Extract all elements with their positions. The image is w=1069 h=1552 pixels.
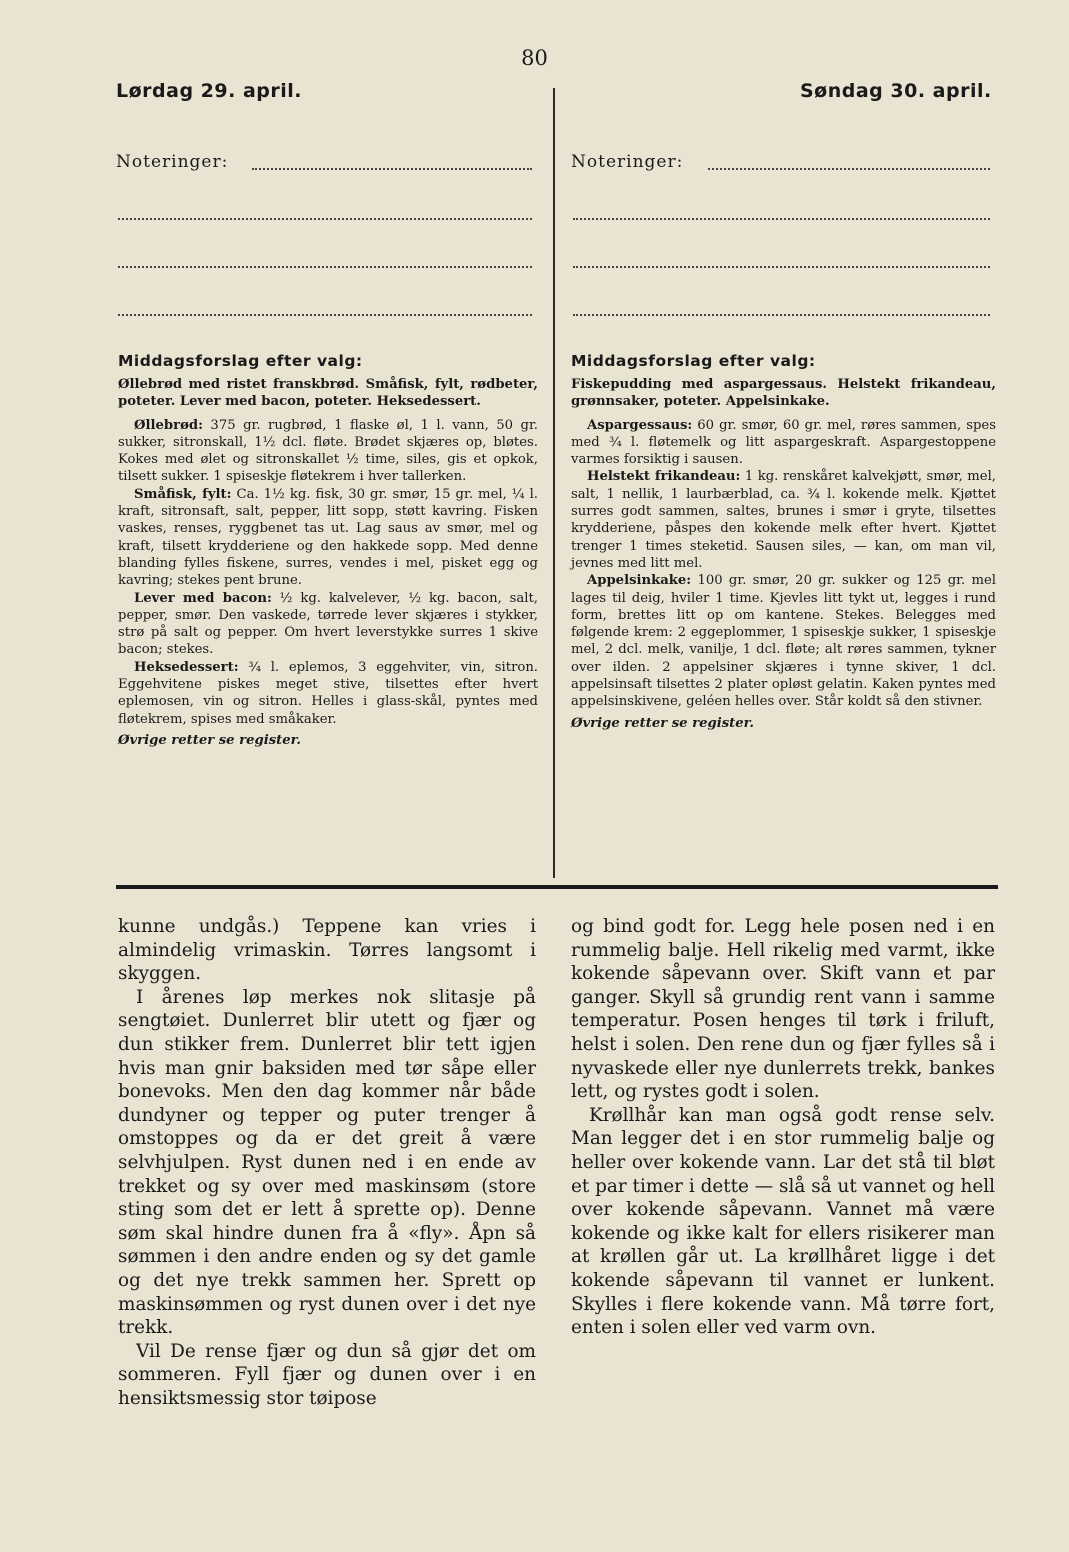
notes-line-right-4 bbox=[573, 314, 990, 316]
recipe-paragraph bbox=[118, 417, 538, 486]
recipe-text: 100 gr. smør, 20 gr. sukker og 125 gr. mel lages til deig, hviler 1 time. Kjevles litt tykt ut, legges i rund form, brettes litt op om kantene. Stekes. Belegges med følgende krem: 2 eggeplommer, 1 spiseskje sukker, 1 spiseskje mel, 2 dcl. melk, vanilje, 1 dcl. fløte; alt røres sammen, tykner over ilden. 2 appelsiner skjæres i tynne skiver, 1 dcl. appelsinsaft tilsettes 2 plater opløst gelatin. Kaken pyntes med appelsinskivene, geléen helles over. Står koldt så den stivner. bbox=[571, 573, 996, 710]
recipes-left bbox=[118, 376, 538, 749]
notes-line-left-1 bbox=[252, 168, 532, 170]
menu-intro-left: Øllebrød med ristet franskbrød. Småfisk, fylt, rødbeter, poteter. Lever med bacon, poteter. Heksedessert. bbox=[118, 377, 538, 410]
recipes-right bbox=[571, 376, 996, 732]
dinner-title-left: Middagsforslag efter valg: bbox=[118, 352, 363, 370]
body-column-left bbox=[118, 915, 536, 1410]
day-heading-sunday: Søndag 30. april. bbox=[800, 80, 992, 102]
recipe-paragraph bbox=[118, 590, 538, 659]
recipe-label: Lever med bacon: bbox=[134, 590, 272, 606]
notes-line-right-3 bbox=[573, 266, 990, 268]
page-number: 80 bbox=[521, 46, 548, 70]
recipe-paragraph bbox=[118, 486, 538, 590]
recipe-text: 60 gr. smør, 60 gr. mel, røres sammen, spes med ¾ l. fløtemelk og litt aspargeskraft. Aspargestoppene varmes forsiktig i sausen. bbox=[571, 417, 996, 468]
recipe-paragraph bbox=[571, 468, 996, 572]
more-recipes-note-left: Øvrige retter se register. bbox=[118, 732, 301, 748]
notes-label-right: Noteringer: bbox=[571, 152, 684, 172]
notes-label-left: Noteringer: bbox=[116, 152, 229, 172]
recipe-text: ¾ l. eplemos, 3 eggehviter, vin, sitron. Eggehvitene piskes meget stive, tilsettes efter hvert eplemosen, vin og sitron. Helles i glass-skål, pyntes med fløtekrem, spises med småkaker. bbox=[118, 659, 538, 727]
body-paragraph: Krøllhår kan man også godt rense selv. Man legger det i en stor rummelig balje og heller over kokende vann. Lar det stå til bløt et par timer i dette — slå så ut vannet og hell over kokende såpevann. Vannet må være kokende og ikke kalt for ellers risikerer man at krøllen går ut. La krøllhåret ligge i det kokende såpevann til vannet er lunkent. Skylles i flere kokende vann. Må tørre fort, enten i solen eller ved varm ovn. bbox=[571, 1104, 995, 1339]
dinner-title-right: Middagsforslag efter valg: bbox=[571, 352, 816, 370]
more-recipes-note-right: Øvrige retter se register. bbox=[571, 715, 754, 731]
day-heading-saturday: Lørdag 29. april. bbox=[116, 80, 302, 102]
column-divider bbox=[553, 88, 555, 878]
notes-line-left-2 bbox=[118, 218, 532, 220]
body-paragraph: I årenes løp merkes nok slitasje på sengtøiet. Dunlerret blir utett og fjær og dun stikker frem. Dunlerret blir tett igjen hvis man gnir baksiden med tør såpe eller bonevoks. Men den dag kommer når både dundyner og tepper og puter trenger å omstoppes og da er det greit å være selvhjulpen. Ryst dunen ned i en ende av trekket og sy over med maskinsøm (store sting som det er lett å sprette op). Denne søm skal hindre dunen fra å «fly». Åpn så sømmen i den andre enden og sy det gamle og det nye trekk sammen her. Sprett op maskinsømmen og ryst dunen over i det nye trekk. bbox=[118, 986, 536, 1339]
body-paragraph: Vil De rense fjær og dun så gjør det om sommeren. Fyll fjær og dunen over i en hensiktsmessig stor tøipose bbox=[118, 1340, 536, 1409]
section-divider bbox=[116, 885, 998, 889]
recipe-text: 375 gr. rugbrød, 1 flaske øl, 1 l. vann, 50 gr. sukker, sitronskall, 1½ dcl. fløte. Brødet skjæres op, bløtes. Kokes med ølet og sitronskallet ½ time, siles, gis et opkok, tilsett sukker. 1 spiseskje fløtekrem i hver tallerken. bbox=[118, 417, 538, 485]
recipe-label: Heksedessert: bbox=[134, 659, 239, 675]
body-paragraph: og bind godt for. Legg hele posen ned i en rummelig balje. Hell rikelig med varmt, ikke kokende såpevann over. Skift vann et par ganger. Skyll så grundig rent vann i samme temperatur. Posen henges til tørk i friluft, helst i solen. Den rene dun og fjær fylles så i nyvaskede eller nye dunlerrets trekk, bankes lett, og rystes godt i solen. bbox=[571, 916, 995, 1103]
notes-line-left-4 bbox=[118, 314, 532, 316]
recipe-text: ½ kg. kalvelever, ½ kg. bacon, salt, pepper, smør. Den vaskede, tørrede lever skjæres i stykker, strø på salt og pepper. Om hvert leverstykke surres 1 skive bacon; stekes. bbox=[118, 590, 538, 658]
notes-line-right-1 bbox=[708, 168, 990, 170]
recipe-paragraph bbox=[571, 572, 996, 710]
body-paragraph: kunne undgås.) Teppene kan vries i almindelig vrimaskin. Tørres langsomt i skyggen. bbox=[118, 916, 536, 985]
notes-line-left-3 bbox=[118, 266, 532, 268]
recipe-paragraph bbox=[118, 659, 538, 728]
recipe-label: Øllebrød: bbox=[134, 417, 203, 433]
recipe-text: 1 kg. renskåret kalvekjøtt, smør, mel, salt, 1 nellik, 1 laurbærblad, ca. ¾ l. kokende melk. Kjøttet surres godt sammen, saltes, brunes i smør i gryte, tilsettes krydderiene, påspes den kokende melk efter hvert. Kjøttet trenger 1 times steketid. Sausen siles, — kan, om man vil, jevnes med litt mel. bbox=[571, 469, 996, 571]
recipe-label: Appelsinkake: bbox=[587, 573, 692, 589]
recipe-paragraph bbox=[571, 417, 996, 469]
notes-line-right-2 bbox=[573, 218, 990, 220]
body-column-right bbox=[571, 915, 995, 1340]
menu-intro-right: Fiskepudding med aspargessaus. Helstekt frikandeau, grønnsaker, poteter. Appelsinkake. bbox=[571, 377, 996, 410]
recipe-label: Aspargessaus: bbox=[587, 417, 693, 433]
recipe-label: Helstekt frikandeau: bbox=[587, 469, 741, 485]
recipe-text: Ca. 1½ kg. fisk, 30 gr. smør, 15 gr. mel, ¼ l. kraft, sitronsaft, salt, pepper, litt sopp, støtt kavring. Fisken vaskes, renses, ryggbenet tas ut. Lag saus av smør, mel og kraft, tilsett krydderiene og den hakkede sopp. Med denne blanding fylles fiskene, surres, vendes i mel, pisket egg og kavring; stekes pent brune. bbox=[118, 486, 538, 589]
recipe-label: Småfisk, fylt: bbox=[134, 486, 232, 502]
